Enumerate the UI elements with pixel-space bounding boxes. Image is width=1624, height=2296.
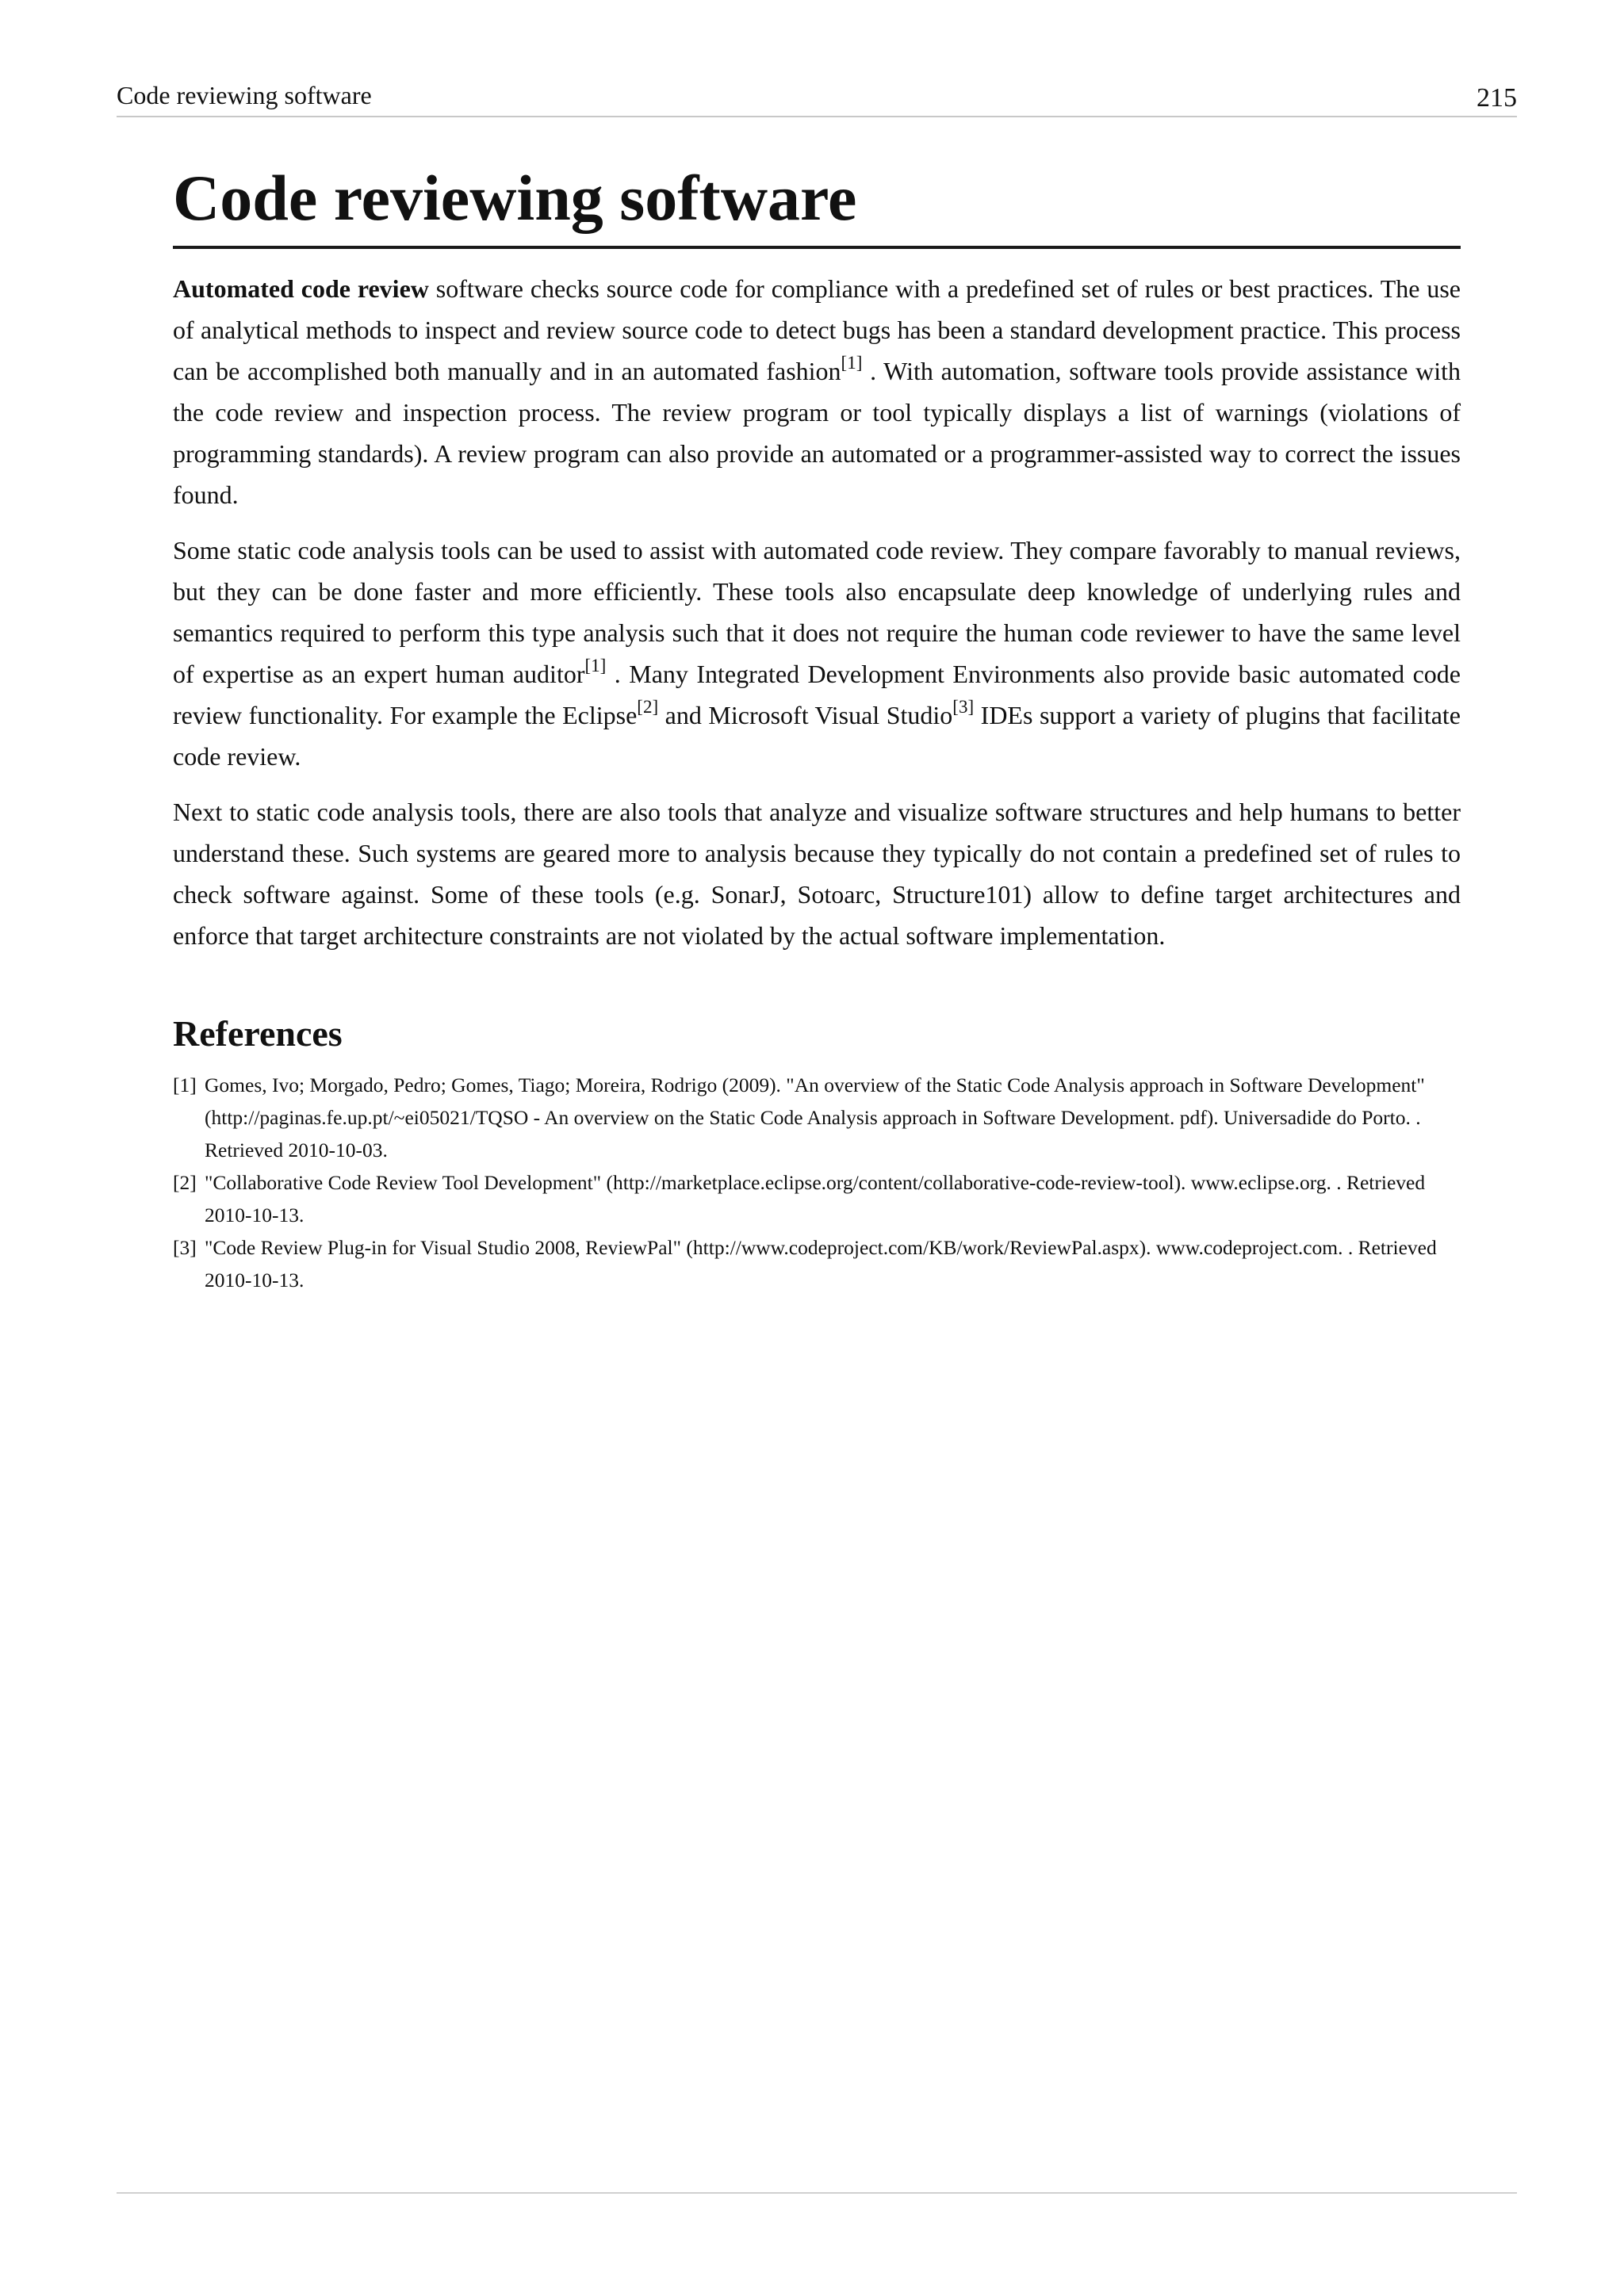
citation-link-2[interactable]: [2] (637, 696, 659, 717)
reference-item (173, 1166, 1461, 1231)
citation-link-3[interactable]: [3] (952, 696, 975, 717)
paragraph-text: Some static code analysis tools can be used to assist with automated code review. They compare favorably to manual reviews, but they can be done faster and more efficiently. These tools also encapsulate deep knowledge of underlying rules and semantics required to perform this type analysis such that it does not require the human code reviewer to have the same level of expertise as an expert human auditor (173, 536, 1461, 688)
paragraph-text: and Microsoft Visual Studio (658, 701, 953, 729)
references-list (173, 1069, 1461, 1296)
reference-number: [2] (173, 1171, 197, 1194)
running-header (117, 76, 1517, 117)
reference-text[interactable]: Gomes, Ivo; Morgado, Pedro; Gomes, Tiago; Moreira, Rodrigo (2009). "An overview of the Static Code Analysis approach in Software Development" (http://paginas.fe.up.pt/~ei05021/TQSO - An overview on the Static Code Analysis approach in Software Development. pdf). Universadide do Porto. . Retrieved 2010-10-03. (205, 1073, 1425, 1161)
reference-number: [3] (173, 1236, 197, 1259)
reference-number: [1] (173, 1073, 197, 1096)
reference-text[interactable]: "Code Review Plug-in for Visual Studio 2008, ReviewPal" (http://www.codeproject.com/KB/work/ReviewPal.aspx). www.codeproject.com. . Retrieved 2010-10-13. (205, 1236, 1437, 1292)
citation-link-1[interactable]: [1] (841, 352, 863, 373)
page-number: 215 (1477, 83, 1517, 113)
reference-text[interactable]: "Collaborative Code Review Tool Development" (http://marketplace.eclipse.org/content/collaborative-code-review-tool). www.eclipse.org. . Retrieved 2010-10-13. (205, 1171, 1426, 1226)
running-title: Code reviewing software (117, 81, 372, 109)
paragraph-intro (173, 268, 1461, 515)
lead-term: Automated code review (173, 274, 429, 303)
citation-link-1[interactable]: [1] (584, 655, 607, 675)
page-title: Code reviewing software (173, 159, 1461, 249)
paragraph-text: . Many Integrated Development Environments also provide basic automated code review functionality. For example the Eclipse (173, 660, 1461, 729)
paragraph-text: software checks source code for compliance with a predefined set of rules or best practices. The use of analytical methods to inspect and review source code to detect bugs has been a standard development practice. This process can be accomplished both manually and in an automated fashion (173, 274, 1461, 385)
references-heading: References (173, 1013, 343, 1054)
reference-item (173, 1069, 1461, 1166)
paragraph-text: IDEs support a variety of plugins that facilitate code review. (173, 701, 1461, 771)
article-body (173, 159, 1461, 1296)
reference-item (173, 1231, 1461, 1296)
paragraph-text: . With automation, software tools provide assistance with the code review and inspection process. The review program or tool typically displays a list of warnings (violations of programming standards). A review program can also provide an automated or a programmer-assisted way to correct the issues found. (173, 357, 1461, 509)
paragraph-static-analysis (173, 530, 1461, 777)
paragraph-visualization-tools: Next to static code analysis tools, there are also tools that analyze and visualize software structures and help humans to better understand these. Such systems are geared more to analysis because they typically do not contain a predefined set of rules to check software against. Some of these tools (e.g. SonarJ, Sotoarc, Structure101) allow to define target architectures and enforce that target architecture constraints are not violated by the actual software implementation. (173, 798, 1461, 950)
footer-divider (117, 2192, 1517, 2194)
